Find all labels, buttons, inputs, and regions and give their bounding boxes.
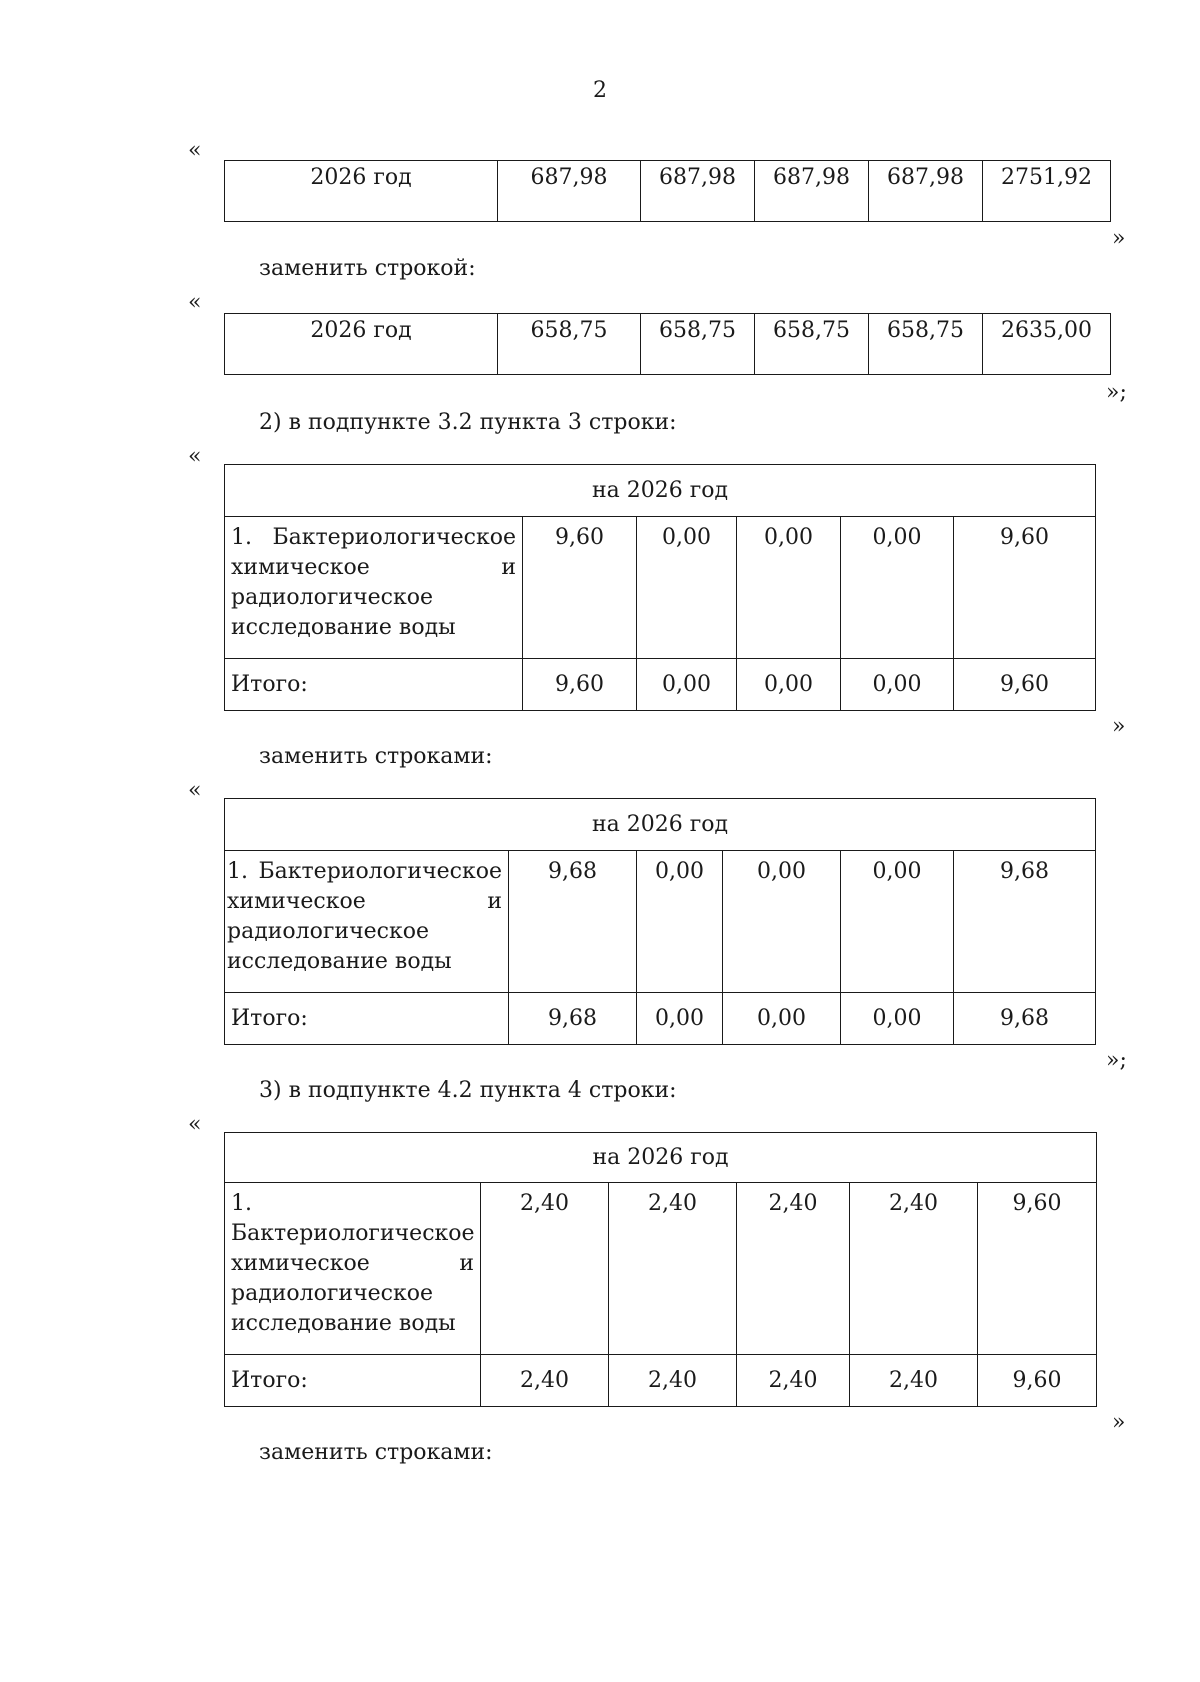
total-cell: 0,00 bbox=[841, 659, 954, 711]
value-cell: 658,75 bbox=[869, 314, 983, 375]
quote-close-semicolon: »; bbox=[1106, 380, 1127, 405]
table-old-4-2 bbox=[224, 1132, 1097, 1407]
value-cell: 687,98 bbox=[755, 161, 869, 222]
item-label-line: радиологическое bbox=[231, 1281, 433, 1306]
table-old-2026-row bbox=[224, 160, 1111, 222]
table-old-3-2 bbox=[224, 464, 1096, 711]
total-cell: 9,60 bbox=[954, 659, 1096, 711]
value-cell: 9,68 bbox=[509, 851, 637, 993]
item-label-line bbox=[231, 1249, 474, 1279]
quote-open: « bbox=[188, 444, 202, 469]
table-header-cell: на 2026 год bbox=[225, 1133, 1097, 1183]
quote-open: « bbox=[188, 778, 202, 803]
item-label-cell bbox=[225, 851, 509, 993]
item-label-line bbox=[227, 857, 502, 887]
total-cell: 9,60 bbox=[523, 659, 637, 711]
total-cell: 9,60 bbox=[978, 1355, 1097, 1407]
total-cell: 2,40 bbox=[481, 1355, 609, 1407]
item-label-cell bbox=[225, 517, 523, 659]
item-label-word: и bbox=[487, 889, 502, 914]
total-cell: 2,40 bbox=[850, 1355, 978, 1407]
item-label-line: Бактериологическое bbox=[231, 1221, 475, 1246]
value-cell: 2,40 bbox=[609, 1183, 737, 1355]
table-header-row bbox=[225, 1133, 1097, 1183]
table-total-row bbox=[225, 993, 1096, 1045]
value-cell: 0,00 bbox=[841, 851, 954, 993]
item-number: 1. bbox=[231, 1191, 252, 1216]
value-cell: 658,75 bbox=[641, 314, 755, 375]
quote-open: « bbox=[188, 138, 202, 163]
value-cell: 0,00 bbox=[723, 851, 841, 993]
total-cell: 0,00 bbox=[723, 993, 841, 1045]
value-cell: 0,00 bbox=[637, 517, 737, 659]
paragraph-replace-rows: заменить строками: bbox=[259, 744, 493, 769]
total-cell: 2,40 bbox=[609, 1355, 737, 1407]
item-label-word: химическое bbox=[231, 555, 370, 580]
year-cell: 2026 год bbox=[225, 314, 498, 375]
table-row bbox=[225, 851, 1096, 993]
value-cell: 0,00 bbox=[841, 517, 954, 659]
table-row bbox=[225, 161, 1111, 222]
table-header-cell: на 2026 год bbox=[225, 465, 1096, 517]
value-cell: 658,75 bbox=[498, 314, 641, 375]
total-value-cell: 9,60 bbox=[978, 1183, 1097, 1355]
table-new-2026-row bbox=[224, 313, 1111, 375]
value-cell: 687,98 bbox=[641, 161, 755, 222]
total-label-cell: Итого: bbox=[225, 659, 523, 711]
item-label-line: исследование воды bbox=[227, 949, 452, 974]
total-value-cell: 2751,92 bbox=[983, 161, 1111, 222]
table-row bbox=[225, 517, 1096, 659]
quote-open: « bbox=[188, 1112, 202, 1137]
total-value-cell: 9,68 bbox=[954, 851, 1096, 993]
quote-close: » bbox=[1112, 1410, 1126, 1435]
item-label-word: Бактериологическое bbox=[272, 525, 516, 550]
total-cell: 9,68 bbox=[509, 993, 637, 1045]
page-number: 2 bbox=[593, 78, 607, 103]
value-cell: 9,60 bbox=[523, 517, 637, 659]
item-label-line bbox=[227, 887, 502, 917]
total-cell: 0,00 bbox=[637, 659, 737, 711]
paragraph-section-3: 3) в подпункте 4.2 пункта 4 строки: bbox=[259, 1078, 677, 1103]
table-header-cell: на 2026 год bbox=[225, 799, 1096, 851]
paragraph-section-2: 2) в подпункте 3.2 пункта 3 строки: bbox=[259, 410, 677, 435]
quote-close-semicolon: »; bbox=[1106, 1048, 1127, 1073]
value-cell: 687,98 bbox=[869, 161, 983, 222]
year-cell: 2026 год bbox=[225, 161, 498, 222]
total-cell: 2,40 bbox=[737, 1355, 850, 1407]
total-cell: 0,00 bbox=[737, 659, 841, 711]
value-cell: 2,40 bbox=[737, 1183, 850, 1355]
item-label-word: химическое bbox=[231, 1251, 370, 1276]
total-cell: 0,00 bbox=[637, 993, 723, 1045]
item-label-line bbox=[231, 523, 516, 553]
quote-close: » bbox=[1112, 714, 1126, 739]
item-label-line: радиологическое bbox=[227, 919, 429, 944]
item-label-word: и bbox=[501, 555, 516, 580]
table-row bbox=[225, 314, 1111, 375]
item-label-line: исследование воды bbox=[231, 615, 456, 640]
total-label-cell: Итого: bbox=[225, 993, 509, 1045]
value-cell: 2,40 bbox=[850, 1183, 978, 1355]
value-cell: 2,40 bbox=[481, 1183, 609, 1355]
item-label-word: химическое bbox=[227, 889, 366, 914]
paragraph-replace-rows: заменить строками: bbox=[259, 1440, 493, 1465]
total-value-cell: 9,60 bbox=[954, 517, 1096, 659]
value-cell: 0,00 bbox=[737, 517, 841, 659]
total-value-cell: 2635,00 bbox=[983, 314, 1111, 375]
total-cell: 9,68 bbox=[954, 993, 1096, 1045]
value-cell: 0,00 bbox=[637, 851, 723, 993]
table-header-row bbox=[225, 465, 1096, 517]
value-cell: 658,75 bbox=[755, 314, 869, 375]
total-label-cell: Итого: bbox=[225, 1355, 481, 1407]
item-label-cell bbox=[225, 1183, 481, 1355]
table-row bbox=[225, 1183, 1097, 1355]
item-label-line: исследование воды bbox=[231, 1311, 456, 1336]
item-label-word: и bbox=[459, 1251, 474, 1276]
table-header-row bbox=[225, 799, 1096, 851]
item-number: 1. bbox=[227, 859, 248, 884]
item-number: 1. bbox=[231, 525, 252, 550]
quote-close: » bbox=[1112, 226, 1126, 251]
item-label-word: Бактериологическое bbox=[258, 859, 502, 884]
table-new-3-2 bbox=[224, 798, 1096, 1045]
table-total-row bbox=[225, 1355, 1097, 1407]
value-cell: 687,98 bbox=[498, 161, 641, 222]
item-label-line bbox=[231, 553, 516, 583]
table-total-row bbox=[225, 659, 1096, 711]
paragraph-replace-row: заменить строкой: bbox=[259, 256, 476, 281]
total-cell: 0,00 bbox=[841, 993, 954, 1045]
quote-open: « bbox=[188, 290, 202, 315]
item-label-line: радиологическое bbox=[231, 585, 433, 610]
